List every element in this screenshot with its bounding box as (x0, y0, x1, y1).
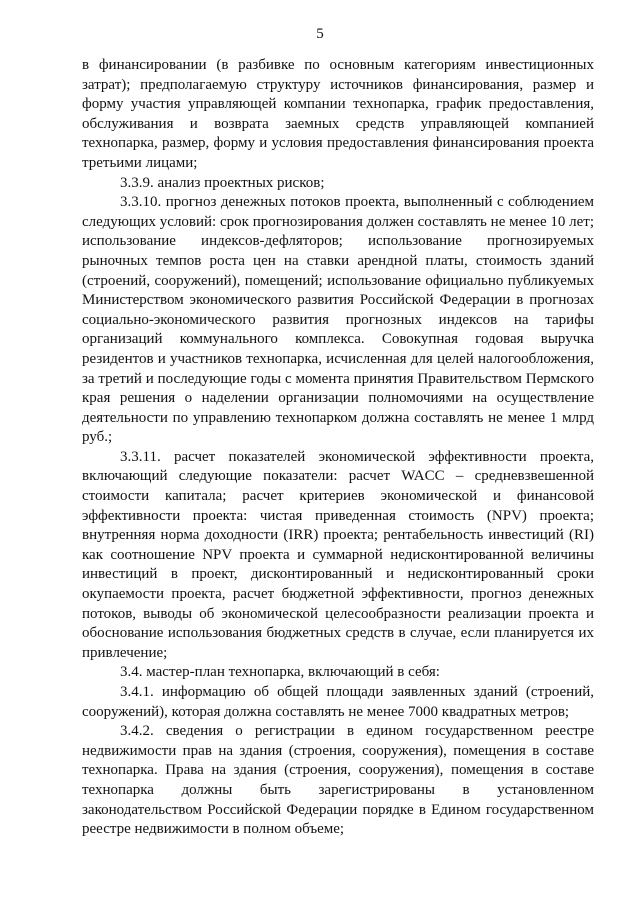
page-number: 5 (316, 26, 324, 42)
paragraph-3-3-10: 3.3.10. прогноз денежных потоков проекта, выполненный с соблюдением следующих условий: срок прогнозирования должен составлять не менее 10 лет; использование индексов-дефляторов; использование прогнозируемых рыночных темпов роста цен на ставки арендной платы, стоимость зданий (строений, сооружений), помещений; использование официально публикуемых Министерством экономического развития Российской Федерации в прогнозах социально-экономического развития прогнозных индексов на тарифы организаций коммунального комплекса. Совокупная годовая выручка резидентов и участников технопарка, исчисленная для целей налогообложения, за третий и последующие годы с момента принятия Правительством Пермского края решения о наделении организации полномочиями на осуществление деятельности по управлению технопарком должна составлять не менее 1 млрд руб.; (82, 194, 594, 446)
paragraph-3-4-1: 3.4.1. информацию об общей площади заявленных зданий (строений, сооружений), которая должна составлять не менее 7000 квадратных метров; (82, 684, 594, 720)
paragraph-3-4-2: 3.4.2. сведения о регистрации в едином государственном реестре недвижимости прав на здания (строения, сооружения), помещения в составе технопарка. Права на здания (строения, сооружения), помещения в составе технопарка должны быть зарегистрированы в установленном законодательством Российской Федерации порядке в Едином государственном реестре недвижимости в полном объеме; (82, 723, 594, 838)
document-body (82, 56, 594, 840)
paragraph-continuation: в финансировании (в разбивке по основным категориям инвестиционных затрат); предполагаемую структуру источников финансирования, размер и форму участия управляющей компании технопарка, график предоставления, обслуживания и возврата заемных средств управляющей компанией технопарка, размер, форму и условия предоставления финансирования проекта третьими лицами; (82, 57, 594, 171)
paragraph-3-3-9: 3.3.9. анализ проектных рисков; (120, 174, 325, 191)
paragraph-3-4: 3.4. мастер-план технопарка, включающий в себя: (120, 664, 440, 681)
paragraph-3-3-11: 3.3.11. расчет показателей экономической эффективности проекта, включающий следующие показатели: расчет WACC – средневзвешенной стоимости капитала; расчет критериев экономической и финансовой эффективности проекта: чистая приведенная стоимость (NPV) проекта; внутренняя норма доходности (IRR) проекта; рентабельность инвестиций (RI) как соотношение NPV проекта и суммарной недисконтированной величины инвестиций в проект, дисконтированный и недисконтированный сроки окупаемости проекта, расчет бюджетной эффективности, прогноз денежных потоков, выводы об экономической целесообразности реализации проекта и обоснование использования бюджетных средств в случае, если планируется их привлечение; (82, 448, 594, 661)
